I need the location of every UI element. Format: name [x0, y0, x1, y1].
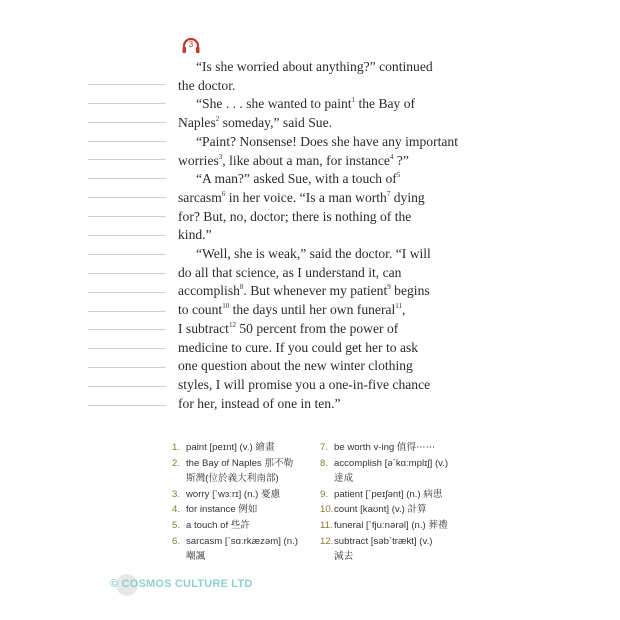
note-line [88, 368, 166, 387]
vocab-number: 9. [320, 488, 329, 500]
passage-text: worries [178, 152, 219, 168]
note-line [88, 312, 166, 331]
passage-line [178, 282, 478, 301]
footnote-marker: 1 [351, 96, 356, 105]
vocab-entry: count [kaʊnt] (v.) 計算 [334, 504, 427, 516]
footnote-marker: 12 [228, 320, 236, 329]
track-number: 3 [188, 40, 194, 49]
vocab-number: 3. [172, 488, 181, 500]
vocab-entry: a touch of 些許 [186, 519, 250, 531]
publisher-logo: © COSMOS CULTURE LTD [110, 578, 253, 590]
passage-line [178, 301, 478, 320]
note-line [88, 160, 166, 179]
vocab-item [172, 456, 312, 487]
passage-line [178, 320, 478, 339]
passage-line [178, 58, 478, 77]
vocab-number: 11. [320, 519, 333, 531]
passage-text: medicine to cure. If you could get her to ask [178, 339, 419, 355]
passage-line [178, 357, 478, 376]
vocab-item [320, 534, 480, 565]
note-line [88, 274, 166, 293]
vocab-meaning: 達成 [334, 473, 354, 485]
vocab-entry: funeral [`fjuːnərəl] (n.) 葬禮 [334, 519, 448, 531]
passage-text: Naples [178, 115, 216, 131]
passage-text: to count [178, 302, 223, 318]
vocab-item [320, 487, 480, 503]
note-line [88, 217, 166, 236]
vocab-meaning: 斯灣(位於義大利南部) [186, 473, 279, 485]
passage-text: , like about a man, for instance [222, 152, 390, 168]
footnote-marker: 10 [222, 302, 230, 311]
vocab-number: 5. [172, 519, 181, 531]
vocab-item [320, 518, 480, 534]
vocab-entry: subtract [səb`trækt] (v.) [334, 535, 433, 547]
footnote-marker: 11 [395, 302, 403, 311]
vocab-number: 6. [172, 535, 181, 547]
passage-text: the doctor. [178, 77, 236, 93]
footnote-marker: 8 [239, 283, 244, 292]
vocab-meaning: 減去 [334, 551, 354, 563]
passage-line [178, 245, 478, 264]
passage-text: someday,” said Sue. [219, 115, 333, 131]
passage-text: for her, instead of one in ten.” [178, 395, 341, 411]
passage-text: “A man?” asked Sue, with a touch of [196, 171, 397, 187]
passage-text: “Is she worried about anything?” continued [196, 59, 433, 74]
vocabulary-list-left [172, 440, 312, 565]
passage-line [178, 114, 478, 133]
vocabulary-list-right [320, 440, 480, 565]
vocab-entry: the Bay of Naples 那不勒 [186, 457, 294, 469]
passage-line [178, 376, 478, 395]
vocab-entry: accomplish [ə`kɑːmplɪʃ] (v.) [334, 457, 449, 469]
footnote-marker: 3 [218, 152, 223, 161]
vocab-number: 12. [320, 535, 334, 547]
footnote-marker: 9 [387, 283, 391, 292]
passage-line [178, 208, 478, 227]
note-line [88, 104, 166, 123]
note-line [88, 123, 166, 142]
vocab-item [172, 487, 312, 503]
passage-line [178, 77, 478, 96]
passage-text: “Paint? Nonsense! Does she have any important [196, 133, 458, 149]
passage-text: the days until her own funeral [229, 302, 396, 318]
vocab-entry: patient [`peɪʃənt] (n.) 病患 [334, 488, 443, 500]
passage-text: in her voice. “Is a man worth [225, 189, 387, 205]
note-line [88, 387, 166, 406]
footnote-marker: 7 [386, 189, 391, 198]
passage-text: ?” [393, 152, 409, 168]
passage-text: “Well, she is weak,” said the doctor. “I will [196, 246, 431, 262]
passage-text: , [402, 302, 406, 318]
passage-text: dying [390, 189, 425, 205]
vocab-item [320, 456, 480, 487]
note-line [88, 255, 166, 274]
vocab-item [320, 440, 480, 456]
vocab-number: 2. [172, 457, 181, 469]
note-line [88, 179, 166, 198]
footnote-marker: 2 [215, 115, 220, 124]
note-lines [88, 66, 166, 406]
footnote-marker: 4 [389, 152, 394, 161]
passage-text: accomplish [178, 283, 240, 299]
passage-text: 50 percent from the power of [235, 320, 399, 336]
vocab-entry: worry [`wɜːrɪ] (n.) 憂慮 [186, 488, 281, 500]
passage-line [178, 226, 478, 245]
passage-text: do all that science, as I understand it, can [178, 264, 402, 280]
vocab-entry: paint [peɪnt] (v.) 繪畫 [186, 442, 275, 453]
note-line [88, 198, 166, 217]
passage-line [178, 339, 478, 358]
note-line [88, 330, 166, 349]
passage-line [178, 152, 478, 171]
passage-line [178, 170, 478, 189]
vocab-number: 1. [172, 442, 181, 453]
vocab-meaning: 嘲諷 [186, 551, 206, 563]
note-line [88, 66, 166, 85]
note-line [88, 85, 166, 104]
vocab-number: 4. [172, 504, 181, 516]
passage-text: one question about the new winter clothing [178, 358, 413, 374]
story-passage [178, 58, 478, 413]
passage-line [178, 95, 478, 114]
vocab-number: 10. [320, 504, 334, 516]
vocab-item [172, 502, 312, 518]
passage-line [178, 189, 478, 208]
note-line [88, 293, 166, 312]
passage-line [178, 395, 478, 414]
passage-text: the Bay of [355, 96, 416, 112]
vocab-item [172, 518, 312, 534]
passage-line [178, 133, 478, 152]
vocab-item [172, 534, 312, 565]
vocab-number: 7. [320, 442, 329, 453]
passage-text: “She . . . she wanted to paint [196, 96, 352, 112]
vocab-entry: sarcasm [`sɑːrkæzəm] (n.) [186, 535, 298, 547]
passage-line [178, 264, 478, 283]
passage-text: begins [390, 283, 430, 299]
note-line [88, 349, 166, 368]
footnote-marker: 6 [221, 189, 226, 198]
passage-text: sarcasm [178, 189, 222, 205]
passage-text: . But whenever my patient [243, 283, 388, 299]
note-line [88, 236, 166, 255]
vocab-item [172, 440, 312, 456]
passage-text: I subtract [178, 320, 229, 336]
note-line [88, 142, 166, 161]
vocab-entry: for instance 例如 [186, 504, 258, 516]
footnote-marker: 5 [396, 171, 401, 180]
passage-text: kind.” [178, 227, 212, 243]
vocab-number: 8. [320, 457, 329, 469]
vocab-entry: be worth v-ing 值得⋯⋯ [334, 442, 436, 453]
vocab-item [320, 502, 480, 518]
passage-text: for? But, no, doctor; there is nothing of the [178, 208, 412, 224]
passage-text: styles, I will promise you a one-in-five chance [178, 376, 431, 392]
